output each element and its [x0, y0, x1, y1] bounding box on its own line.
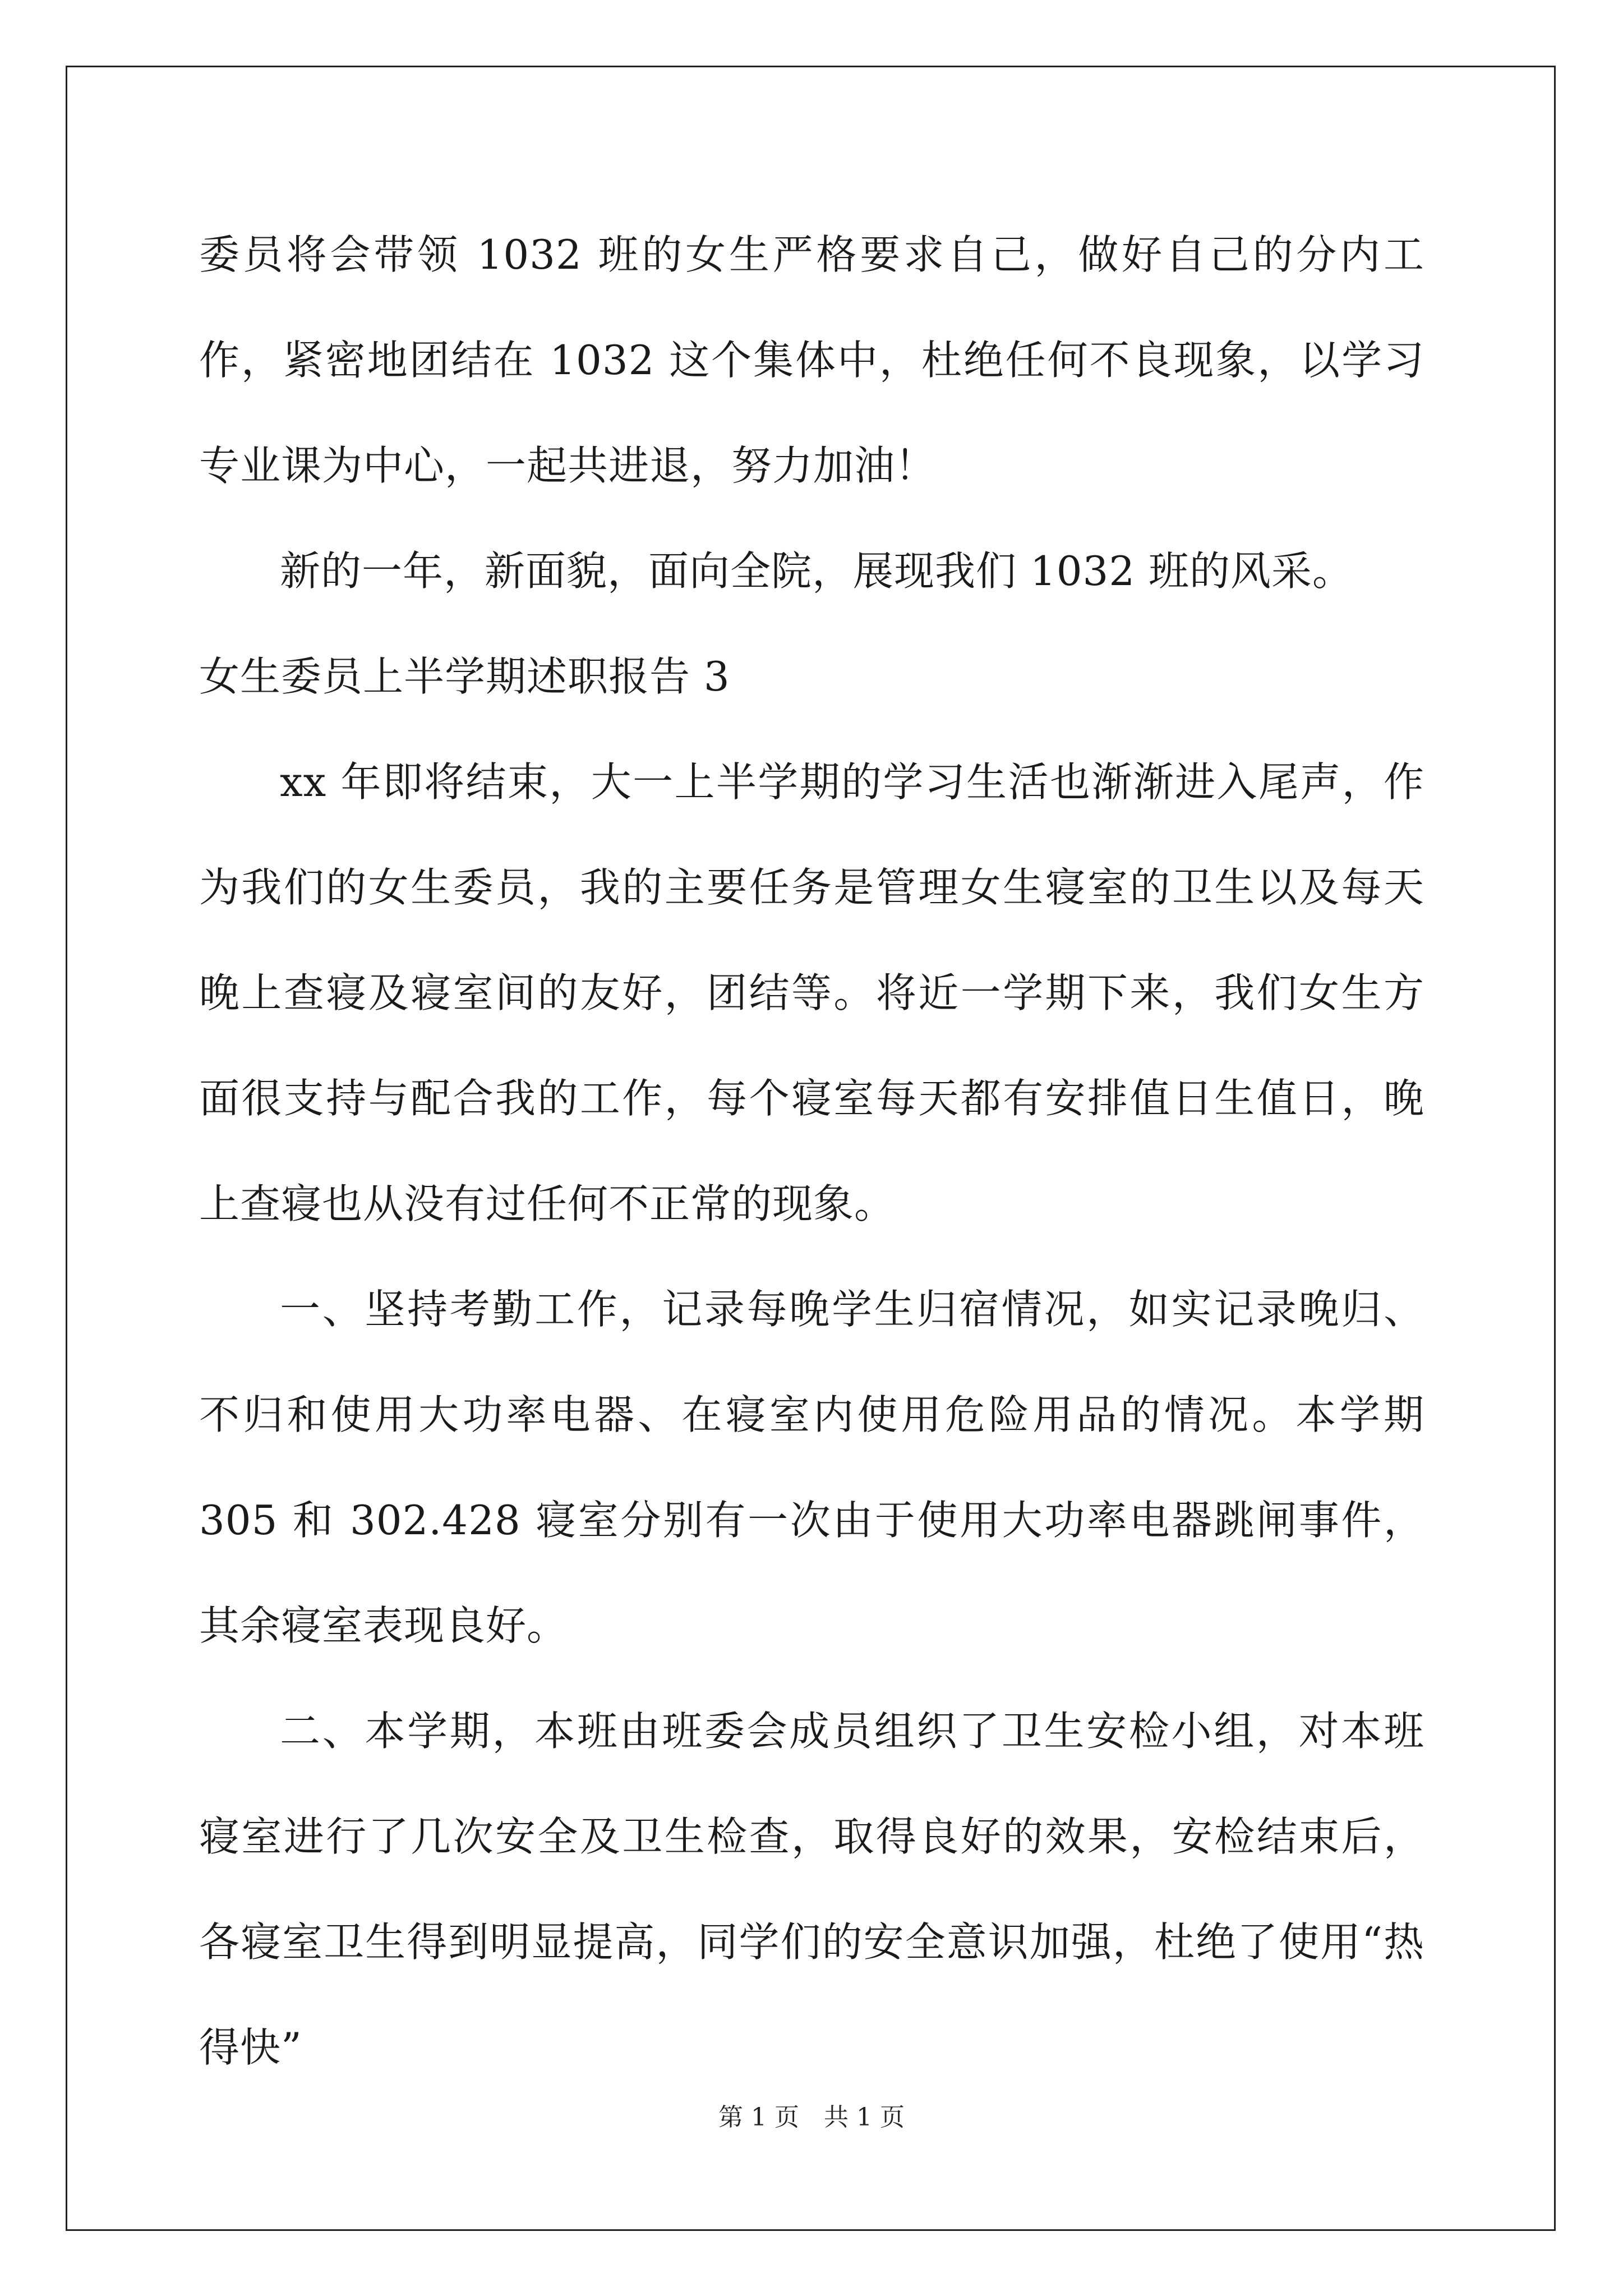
page-footer: 第 1 页 共 1 页	[718, 2103, 905, 2132]
paragraph-4: 一、坚持考勤工作，记录每晚学生归宿情况，如实记录晚归、不归和使用大功率电器、在寝室内使用危险用品的情况。本学期 305 和 302.428 寝室分别有一次由于使用大功率电器跳闸事件，其余寝室表现良好。	[199, 1286, 1424, 1649]
paragraph-3: xx 年即将结束，大一上半学期的学习生活也渐渐进入尾声，作为我们的女生委员，我的主要任务是管理女生寝室的卫生以及每天晚上查寝及寝室间的友好，团结等。将近一学期下来，我们女生方面很支持与配合我的工作，每个寝室每天都有安排值日生值日，晚上查寝也从没有过任何不正常的现象。	[199, 758, 1424, 1227]
document-body	[199, 202, 1424, 2100]
paragraph-2: 新的一年，新面貌，面向全院，展现我们 1032 班的风采。	[280, 547, 1354, 595]
paragraph-1: 委员将会带领 1032 班的女生严格要求自己，做好自己的分内工作，紧密地团结在 1032 这个集体中，杜绝任何不良现象，以学习专业课为中心，一起共进退，努力加油！	[199, 231, 1424, 489]
paragraph-5: 二、本学期，本班由班委会成员组织了卫生安检小组，对本班寝室进行了几次安全及卫生检查，取得良好的效果，安检结束后，各寝室卫生得到明显提高，同学们的安全意识加强，杜绝了使用“热得快”	[199, 1708, 1424, 2071]
section-heading: 女生委员上半学期述职报告 3	[199, 653, 730, 700]
